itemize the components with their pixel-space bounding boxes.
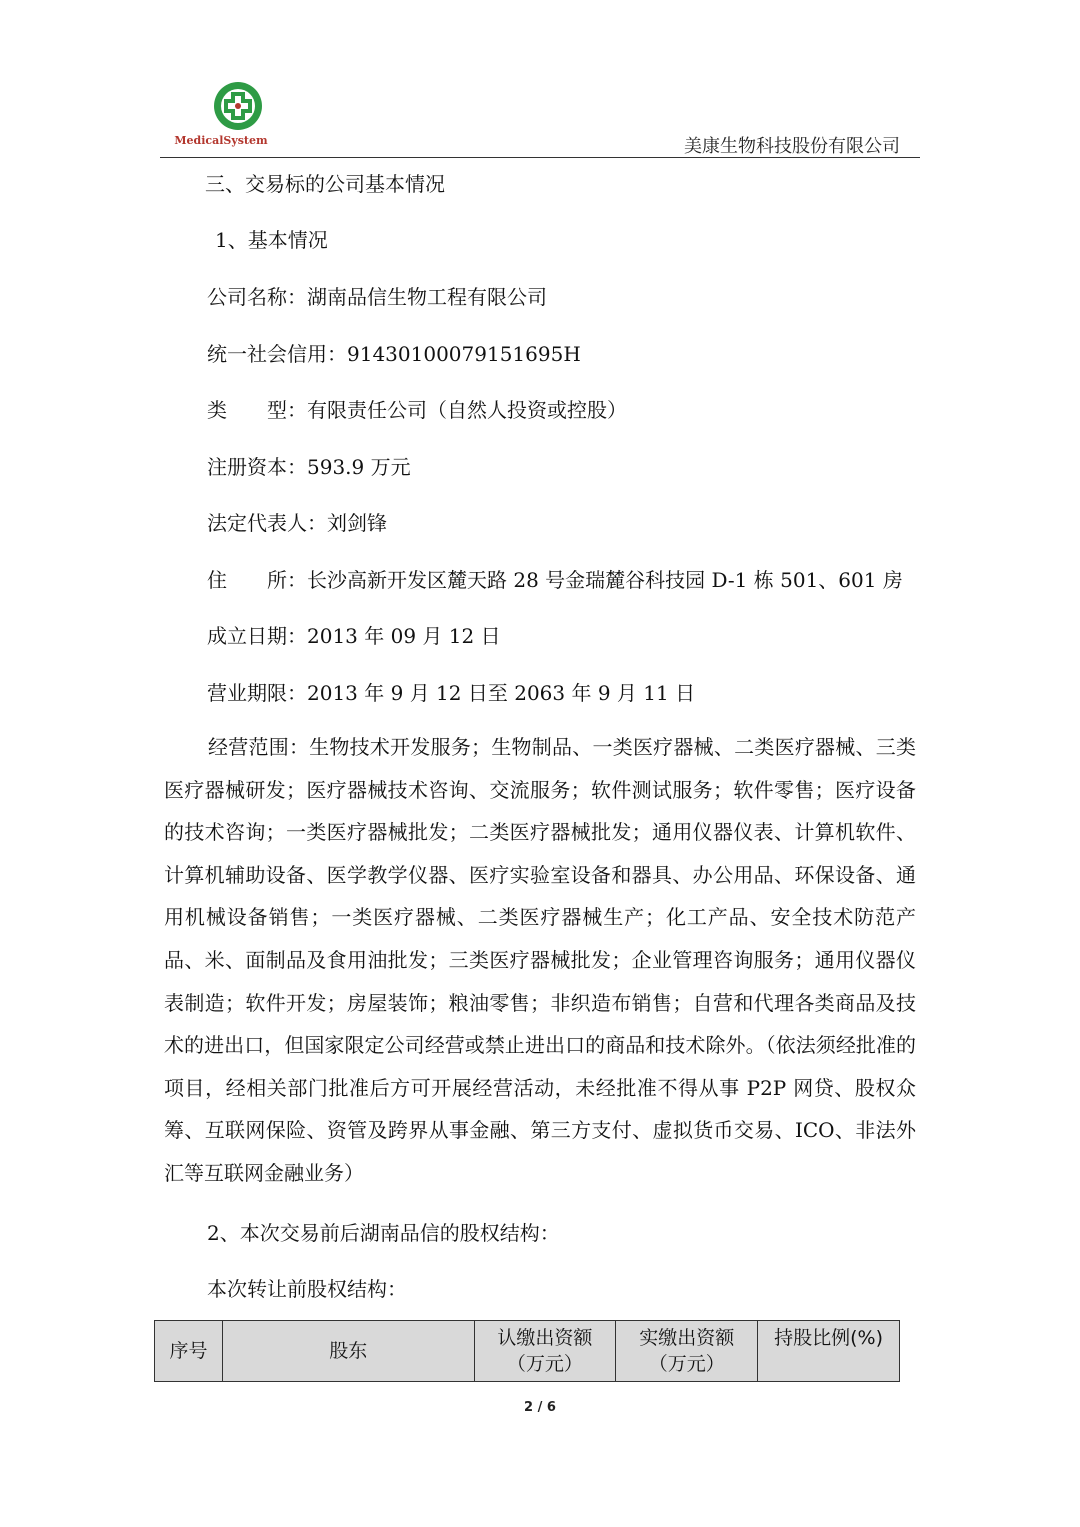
subsection-basic-info: 1、基本情况 [215, 228, 328, 252]
equity-table-header-row [155, 1321, 900, 1382]
field-type: 类 型：有限责任公司（自然人投资或控股） [207, 398, 627, 422]
header-subscribed-capital: 认缴出资额 （万元） [474, 1321, 616, 1382]
header-shareholder: 股东 [222, 1321, 474, 1382]
header-paid-capital: 实缴出资额 （万元） [616, 1321, 758, 1382]
field-address: 住 所：长沙高新开发区麓天路 28 号金瑞麓谷科技园 D-1 栋 501、601 房 [207, 568, 903, 592]
page-header [160, 78, 920, 158]
header-serial-number: 序号 [155, 1321, 223, 1382]
field-legal-representative: 法定代表人：刘剑锋 [207, 511, 387, 535]
logo-caption: MedicalSystem [174, 134, 268, 147]
business-scope-paragraph: 经营范围：生物技术开发服务；生物制品、一类医疗器械、二类医疗器械、三类医疗器械研发；医疗器械技术咨询、交流服务；软件测试服务；软件零售；医疗设备的技术咨询；一类医疗器械批发；二类医疗器械批发；通用仪器仪表、计算机软件、计算机辅助设备、医学教学仪器、医疗实验室设备和器具、办公用品、环保设备、通用机械设备销售；一类医疗器械、二类医疗器械生产；化工产品、安全技术防范产品、米、面制品及食用油批发；三类医疗器械批发；企业管理咨询服务；通用仪器仪表制造；软件开发；房屋装饰；粮油零售；非织造布销售；自营和代理各类商品及技术的进出口，但国家限定公司经营或禁止进出口的商品和技术除外。（依法须经批准的项目，经相关部门批准后方可开展经营活动，未经批准不得从事 P2P 网贷、股权众筹、互联网保险、资管及跨界从事金融、第三方支付、虚拟货币交易、ICO、非法外汇等互联网金融业务） [164, 735, 916, 1185]
header-divider [160, 157, 920, 158]
section-title: 三、交易标的公司基本情况 [205, 172, 445, 196]
field-registered-capital: 注册资本：593.9 万元 [207, 455, 411, 479]
field-credit-code: 统一社会信用：91430100079151695H [207, 342, 581, 366]
field-company-name: 公司名称：湖南品信生物工程有限公司 [207, 285, 547, 309]
header-shareholding-ratio: 持股比例(%) [758, 1321, 900, 1382]
equity-table [154, 1320, 900, 1382]
page-number: 2 / 6 [524, 1400, 556, 1415]
field-established-date: 成立日期：2013 年 09 月 12 日 [207, 624, 501, 648]
field-business-term: 营业期限：2013 年 9 月 12 日至 2063 年 9 月 11 日 [207, 681, 696, 705]
header-company-name: 美康生物科技股份有限公司 [684, 136, 900, 157]
subsection-equity-structure: 2、本次交易前后湖南品信的股权结构： [207, 1221, 560, 1245]
pre-transfer-label: 本次转让前股权结构： [207, 1277, 407, 1301]
